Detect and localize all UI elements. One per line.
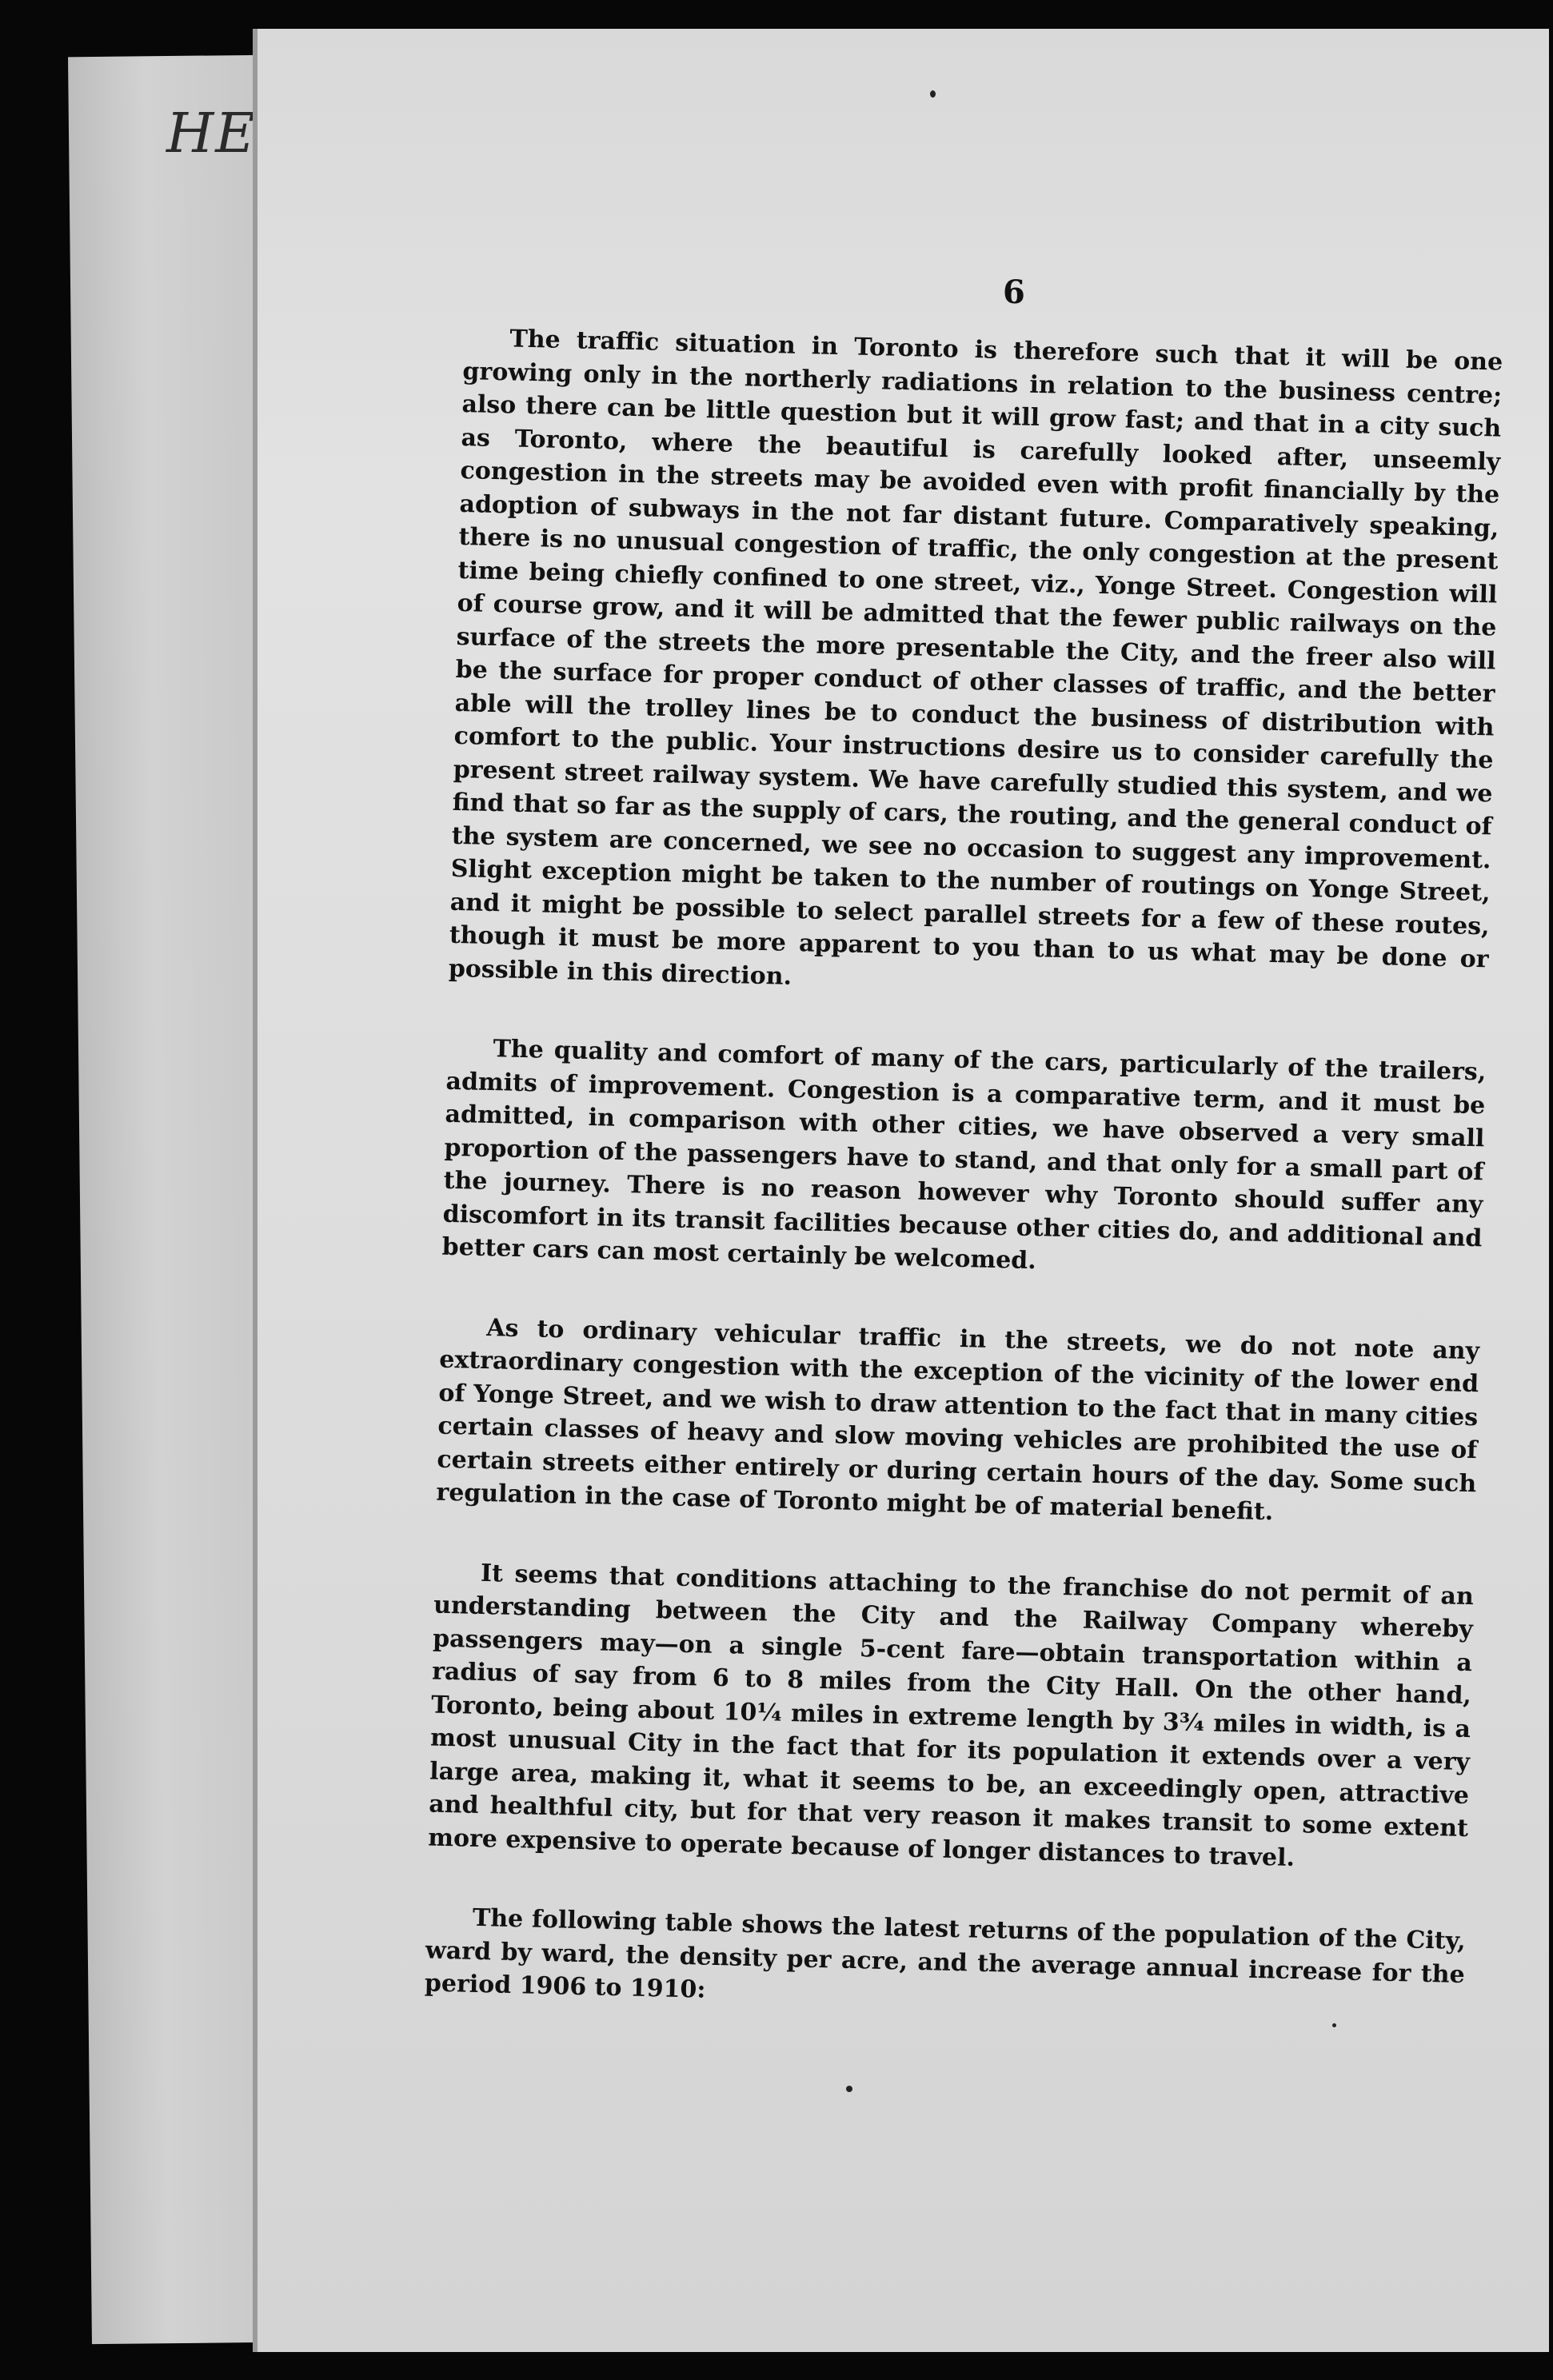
paragraph-table-intro: The following table shows the latest returns of the population of the City, ward by ward, the density per acre, and the average annual increase for the period 1906 to 1910: [424,1903,1467,2004]
margin-annotation: HE [166,102,257,166]
underlying-sheet-edge [68,55,284,2344]
scan-speck [1332,2023,1336,2027]
paragraph-traffic-situation: The traffic situation in Toronto is therefore such that it will be one growing only in the northerly radiations in relation to the business centre; also there can be little question but it will grow fast; and that in a city such as Toronto, where the beautiful is carefully looked after, unseemly congestion in the streets may be avoided even with profit financially by the adoption of subways in the not far distant future. Comparatively speaking, there is no unusual congestion of traffic, the only congestion at the present time being chiefly confined to one street, viz., Yonge Street. Congestion will of course grow, and it will be admitted that the fewer public railways on the surface of the streets the more presentable the City, and the freer also will be the surface for proper conduct of other classes of traffic, and the better able will the trolley lines be to conduct the business of distribution with comfort to the public. Your instructions desire us to consider carefully the present street railway system. We have carefully studied this system, and we find that so far as the supply of cars, the routing, and the general conduct of the system are concerned, we see no occasion to suggest any improvement. Slight exception might be taken to the number of routings on Yonge Street, and it might be possible to select parallel streets for a few of these routes, though it must be more apparent to you than to us what may be done or possible in this direction. [448,325,1503,991]
scan-speck [846,2086,852,2092]
scan-speck [930,90,936,98]
page-number: 6 [1003,274,1025,311]
body-text [423,321,1503,2071]
paragraph-franchise: It seems that conditions attaching to the franchise do not permit of an understanding between the City and the Railway Company whereby passengers may—on a single 5-cent fare—obtain transportation within a radius of say from 6 to 8 miles from the City Hall. On the other hand, Toronto, being about 10¼ miles in extreme length by 3¾ miles in width, is a most unusual City in the fact that for its population it extends over a very large area, making it, what it seems to be, an exceedingly open, attractive and healthful city, but for that very reason it makes transit to some extent more expensive to operate because of longer distances to travel. [427,1559,1475,1872]
paragraph-vehicular-traffic: As to ordinary vehicular traffic in the streets, we do not note any extraordinary congestion with the exception of the vicinity of the lower end of Yonge Street, and we wish to draw attention to the fact that in many cities certain classes of heavy and slow moving vehicles are prohibited the use of certain streets either entirely or during certain hours of the day. Some such regulation in the case of Toronto might be of material benefit. [436,1313,1480,1527]
paragraph-car-quality: The quality and comfort of many of the cars, particularly of the trailers, admits of improvement. Congestion is a comparative term, and it must be admitted, in comparison with other cities, we have observed a very small proportion of the passengers have to stand, and that only for a small part of the journey. There is no reason however why Toronto should suffer any discomfort in its transit facilities because other cities do, and additional and better cars can most certainly be welcomed. [441,1035,1487,1276]
